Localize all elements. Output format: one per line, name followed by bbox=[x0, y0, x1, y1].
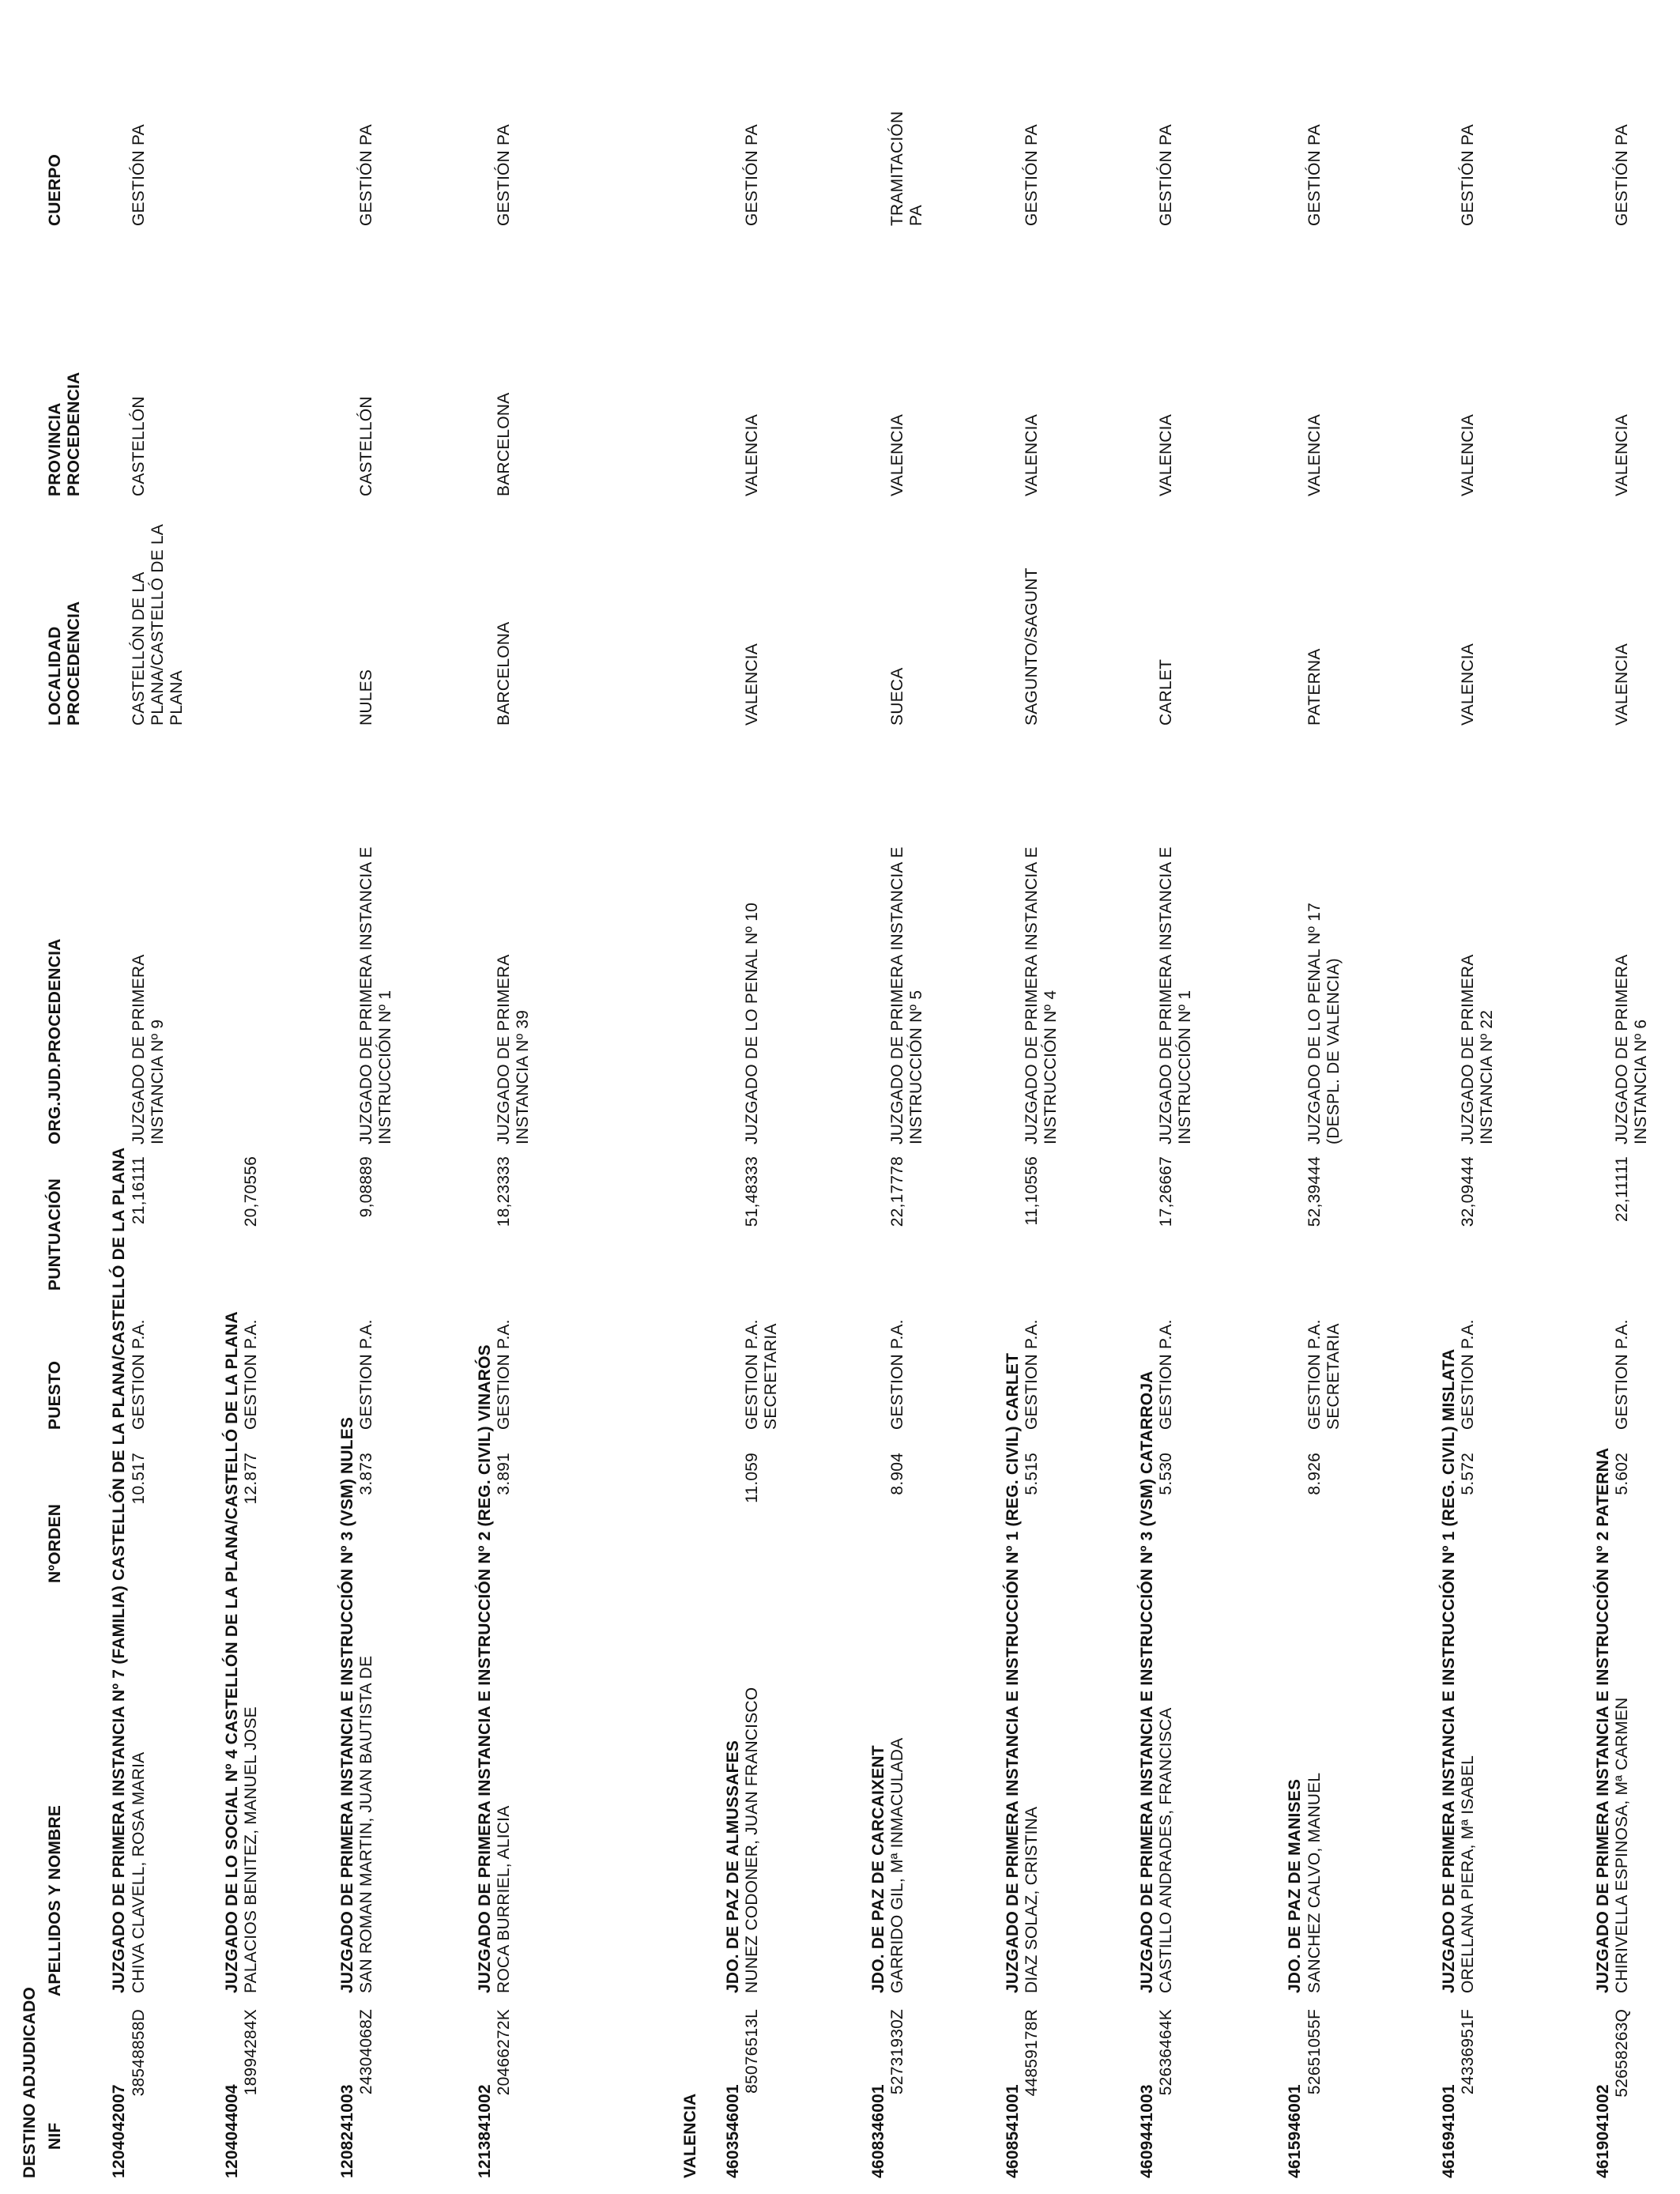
puesto: GESTION P.A. bbox=[888, 1319, 906, 1430]
cuerpo: TRAMITACIÓN PA bbox=[888, 111, 925, 226]
header-provincia: PROVINCIA PROCEDENCIA bbox=[46, 371, 83, 496]
nif: 20466272K bbox=[495, 2009, 513, 2096]
puntuacion: 18,23333 bbox=[495, 1156, 513, 1227]
puesto: GESTION P.A. bbox=[1023, 1319, 1041, 1430]
nif: 52636464K bbox=[1157, 2009, 1175, 2096]
header-norden: NºORDEN bbox=[46, 1503, 64, 1583]
person-name: CHIRIVELLA ESPINOSA, Mª CARMEN bbox=[1613, 1697, 1631, 1993]
person-name: NUNEZ CODONER, JUAN FRANCISCO bbox=[743, 1687, 761, 1993]
orden: 5.530 bbox=[1157, 1453, 1175, 1495]
dest-code: 4616941001 bbox=[1440, 2084, 1458, 2178]
org-procedencia: JUZGADO DE PRIMERA INSTANCIA Nº 22 bbox=[1459, 955, 1496, 1144]
dest-name: JUZGADO DE PRIMERA INSTANCIA E INSTRUCCIÓN Nº 3 (VSM) CATARROJA bbox=[1138, 1370, 1156, 1993]
dest-name: JUZGADO DE PRIMERA INSTANCIA E INSTRUCCIÓN Nº 3 (VSM) NULES bbox=[338, 1416, 356, 1993]
dest-name: JDO. DE PAZ DE MANISES bbox=[1286, 1778, 1304, 1993]
header-nif: NIF bbox=[46, 2122, 64, 2150]
orden: 5.572 bbox=[1459, 1453, 1477, 1495]
dest-name: JUZGADO DE PRIMERA INSTANCIA E INSTRUCCIÓN Nº 1 (REG. CIVIL) CARLET bbox=[1004, 1352, 1022, 1993]
puesto: GESTION P.A. bbox=[1613, 1319, 1631, 1430]
provincia: VALENCIA bbox=[1157, 414, 1175, 496]
org-procedencia: JUZGADO DE LO PENAL Nº 10 bbox=[743, 903, 761, 1144]
dest-code: 4609441003 bbox=[1138, 2084, 1156, 2178]
nif: 52658263Q bbox=[1613, 2009, 1631, 2098]
header-localidad: LOCALIDAD PROCEDENCIA bbox=[46, 601, 83, 726]
orden: 11.059 bbox=[743, 1453, 761, 1503]
dest-name: JUZGADO DE PRIMERA INSTANCIA E INSTRUCCIÓN Nº 2 (REG. CIVIL) VINARÓS bbox=[476, 1344, 494, 1993]
header-orgjud: ORG.JUD.PROCEDENCIA bbox=[46, 938, 64, 1144]
puntuacion: 51,48333 bbox=[743, 1156, 761, 1227]
provincia: VALENCIA bbox=[743, 414, 761, 496]
localidad: SAGUNTO/SAGUNT bbox=[1023, 567, 1041, 726]
puntuacion: 11,10556 bbox=[1023, 1156, 1041, 1226]
dest-name: JUZGADO DE PRIMERA INSTANCIA E INSTRUCCIÓN Nº 1 (REG. CIVIL) MISLATA bbox=[1440, 1348, 1458, 1993]
cuerpo: GESTIÓN PA bbox=[1157, 124, 1175, 226]
person-name: ORELLANA PIERA, Mª ISABEL bbox=[1459, 1755, 1477, 1993]
puesto: GESTION P.A. bbox=[1157, 1319, 1175, 1430]
cuerpo: GESTIÓN PA bbox=[1305, 124, 1324, 226]
dest-code: 1204042007 bbox=[110, 2084, 128, 2178]
person-name: PALACIOS BENITEZ, MANUEL JOSE bbox=[242, 1706, 260, 1993]
dest-name: JDO. DE PAZ DE ALMUSSAFES bbox=[724, 1740, 742, 1993]
person-name: SAN ROMAN MARTIN, JUAN BAUTISTA DE bbox=[357, 1655, 375, 1993]
dest-code: 1208241003 bbox=[338, 2084, 356, 2178]
localidad: NULES bbox=[357, 669, 375, 726]
provincia: VALENCIA bbox=[1305, 414, 1324, 496]
org-procedencia: JUZGADO DE PRIMERA INSTANCIA Nº 9 bbox=[130, 955, 167, 1144]
orden: 10.517 bbox=[130, 1453, 148, 1505]
puntuacion: 21,16111 bbox=[130, 1156, 148, 1225]
header-cuerpo: CUERPO bbox=[46, 153, 64, 226]
puesto: GESTION P.A. bbox=[1459, 1319, 1477, 1430]
header-apellidos: APELLIDOS Y NOMBRE bbox=[46, 1804, 64, 1996]
org-procedencia: JUZGADO DE PRIMERA INSTANCIA E INSTRUCCIÓN Nº 4 bbox=[1023, 846, 1060, 1144]
nif: 44859178R bbox=[1023, 2009, 1041, 2097]
puntuacion: 22,17778 bbox=[888, 1156, 906, 1227]
orden: 12.877 bbox=[242, 1453, 260, 1505]
localidad: VALENCIA bbox=[743, 643, 761, 726]
puesto: GESTION P.A. bbox=[130, 1319, 148, 1430]
orden: 5.515 bbox=[1023, 1453, 1041, 1495]
dest-code: 4608346001 bbox=[869, 2084, 887, 2178]
org-procedencia: JUZGADO DE PRIMERA INSTANCIA Nº 6 bbox=[1613, 955, 1650, 1144]
puesto: GESTION P.A. bbox=[242, 1319, 260, 1430]
dest-code: 4608541001 bbox=[1004, 2084, 1022, 2178]
puesto: GESTION P.A. SECRETARIA bbox=[743, 1319, 780, 1430]
dest-code: 4615946001 bbox=[1286, 2084, 1304, 2178]
puntuacion: 9,08889 bbox=[357, 1156, 375, 1218]
puntuacion: 20,70556 bbox=[242, 1156, 260, 1227]
person-name: DIAZ SOLAZ, CRISTINA bbox=[1023, 1806, 1041, 1993]
nif: 85076513L bbox=[743, 2009, 761, 2094]
puesto: GESTION P.A. bbox=[357, 1319, 375, 1430]
org-procedencia: JUZGADO DE PRIMERA INSTANCIA Nº 39 bbox=[495, 955, 532, 1144]
cuerpo: GESTIÓN PA bbox=[130, 124, 148, 226]
dest-code: 4619041002 bbox=[1594, 2084, 1612, 2178]
nif: 52731930Z bbox=[888, 2009, 906, 2095]
nif: 38548858D bbox=[130, 2009, 148, 2097]
localidad: BARCELONA bbox=[495, 621, 513, 726]
provincia: CASTELLÓN bbox=[130, 396, 148, 496]
cuerpo: GESTIÓN PA bbox=[1023, 124, 1041, 226]
provincia: CASTELLÓN bbox=[357, 396, 375, 496]
cuerpo: GESTIÓN PA bbox=[495, 124, 513, 226]
provincia: VALENCIA bbox=[1459, 414, 1477, 496]
puesto: GESTION P.A. SECRETARIA bbox=[1305, 1319, 1343, 1430]
dest-name: JDO. DE PAZ DE CARCAIXENT bbox=[869, 1745, 887, 1993]
puntuacion: 17,26667 bbox=[1157, 1156, 1175, 1227]
orden: 5.602 bbox=[1613, 1453, 1631, 1495]
nif: 24304068Z bbox=[357, 2009, 375, 2095]
dest-name: JUZGADO DE PRIMERA INSTANCIA Nº 7 (FAMILIA) CASTELLÓN DE LA PLANA/CASTELLÓ DE LA PLANA bbox=[110, 1147, 128, 1993]
nif: 18994284X bbox=[242, 2009, 260, 2096]
provincia: VALENCIA bbox=[888, 414, 906, 496]
dest-name: JUZGADO DE PRIMERA INSTANCIA E INSTRUCCIÓN Nº 2 PATERNA bbox=[1594, 1447, 1612, 1993]
dest-code: 1213841002 bbox=[476, 2084, 494, 2178]
localidad: VALENCIA bbox=[1459, 643, 1477, 726]
localidad: SUECA bbox=[888, 667, 906, 726]
puntuacion: 52,39444 bbox=[1305, 1156, 1324, 1227]
person-name: ROCA BURRIEL, ALICIA bbox=[495, 1805, 513, 1993]
org-procedencia: JUZGADO DE PRIMERA INSTANCIA E INSTRUCCIÓN Nº 1 bbox=[1157, 846, 1194, 1144]
person-name: CASTILLO ANDRADES, FRANCISCA bbox=[1157, 1707, 1175, 1993]
dest-code: 4603546001 bbox=[724, 2084, 742, 2178]
orden: 8.926 bbox=[1305, 1453, 1324, 1495]
provincia: VALENCIA bbox=[1023, 414, 1041, 496]
nif: 24336951F bbox=[1459, 2009, 1477, 2095]
header-puntuacion: PUNTUACIÓN bbox=[46, 1178, 64, 1291]
cuerpo: GESTIÓN PA bbox=[357, 124, 375, 226]
header-destino: DESTINO ADJUDICADO bbox=[21, 1986, 39, 2178]
puntuacion: 32,09444 bbox=[1459, 1156, 1477, 1227]
orden: 8.904 bbox=[888, 1453, 906, 1495]
provincia: VALENCIA bbox=[1613, 414, 1631, 496]
localidad: CASTELLÓN DE LA PLANA/CASTELLÓ DE LA PLANA bbox=[130, 525, 186, 726]
dest-code: 1204044004 bbox=[223, 2084, 241, 2178]
org-procedencia: JUZGADO DE LO PENAL Nº 17 (DESPL. DE VALENCIA) bbox=[1305, 903, 1343, 1144]
person-name: GARRIDO GIL, Mª INMACULADA bbox=[888, 1737, 906, 1993]
header-puesto: PUESTO bbox=[46, 1360, 64, 1430]
person-name: SANCHEZ CALVO, MANUEL bbox=[1305, 1772, 1324, 1993]
localidad: VALENCIA bbox=[1613, 643, 1631, 726]
provincia: BARCELONA bbox=[495, 392, 513, 496]
cuerpo: GESTIÓN PA bbox=[1613, 124, 1631, 226]
cuerpo: GESTIÓN PA bbox=[743, 124, 761, 226]
puntuacion: 22,11111 bbox=[1613, 1156, 1631, 1222]
org-procedencia: JUZGADO DE PRIMERA INSTANCIA E INSTRUCCIÓN Nº 5 bbox=[888, 846, 925, 1144]
cuerpo: GESTIÓN PA bbox=[1459, 124, 1477, 226]
localidad: CARLET bbox=[1157, 658, 1175, 726]
org-procedencia: JUZGADO DE PRIMERA INSTANCIA E INSTRUCCIÓN Nº 1 bbox=[357, 846, 394, 1144]
person-name: CHIVA CLAVELL, ROSA MARIA bbox=[130, 1751, 148, 1993]
dest-name: JUZGADO DE LO SOCIAL Nº 4 CASTELLÓN DE LA PLANA/CASTELLÓ DE LA PLANA bbox=[223, 1311, 241, 1993]
puesto: GESTION P.A. bbox=[495, 1319, 513, 1430]
orden: 3.873 bbox=[357, 1453, 375, 1495]
region-heading: VALENCIA bbox=[681, 2093, 699, 2178]
nif: 52651055F bbox=[1305, 2009, 1324, 2095]
localidad: PATERNA bbox=[1305, 648, 1324, 726]
orden: 3.891 bbox=[495, 1453, 513, 1495]
